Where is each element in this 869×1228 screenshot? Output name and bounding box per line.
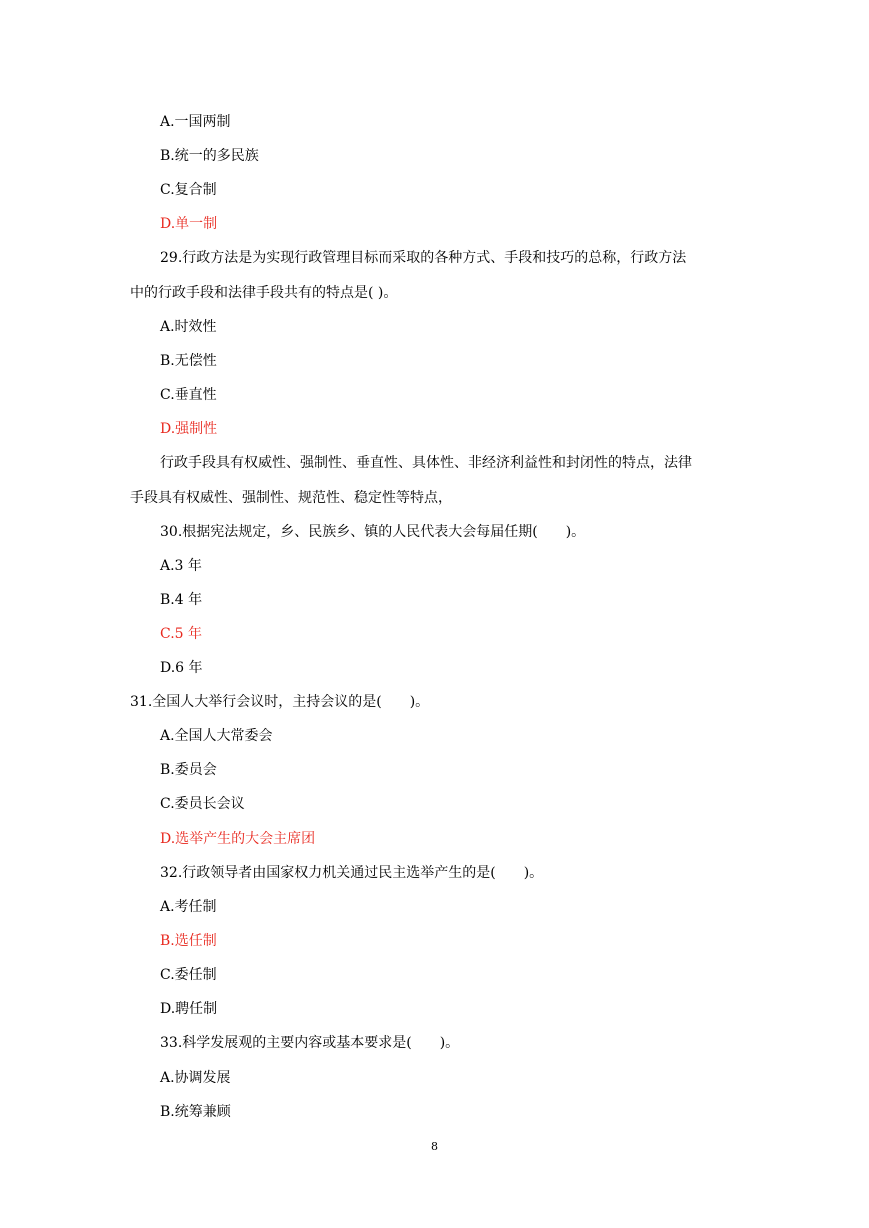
q30-option-c-answer: C.5 年 <box>160 626 203 642</box>
q28-option-a: A.一国两制 <box>160 114 231 130</box>
q29-stem-line1: 29.行政方法是为实现行政管理目标而采取的各种方式、手段和技巧的总称，行政方法 <box>160 250 687 266</box>
q30-stem: 30.根据宪法规定，乡、民族乡、镇的人民代表大会每届任期( )。 <box>160 524 586 540</box>
q29-option-c: C.垂直性 <box>160 387 217 403</box>
q31-option-b: B.委员会 <box>160 762 217 778</box>
q28-option-b: B.统一的多民族 <box>160 148 259 164</box>
q29-option-d-answer: D.强制性 <box>160 421 218 437</box>
q28-option-c: C.复合制 <box>160 182 217 198</box>
q31-option-c: C.委员长会议 <box>160 796 245 812</box>
q31-option-a: A.全国人大常委会 <box>160 728 273 744</box>
q30-option-d: D.6 年 <box>160 660 203 676</box>
q29-explanation-line1: 行政手段具有权威性、强制性、垂直性、具体性、非经济利益性和封闭性的特点，法律 <box>160 455 692 471</box>
page-number: 8 <box>431 1140 438 1153</box>
q30-option-b: B.4 年 <box>160 592 203 608</box>
q29-stem-line2: 中的行政手段和法律手段共有的特点是( )。 <box>130 285 398 301</box>
q33-option-a: A.协调发展 <box>160 1070 231 1086</box>
q30-option-a: A.3 年 <box>160 558 202 574</box>
q31-option-d-answer: D.选举产生的大会主席团 <box>160 831 316 847</box>
q29-option-b: B.无偿性 <box>160 353 217 369</box>
q31-stem: 31.全国人大举行会议时，主持会议的是( )。 <box>130 694 430 710</box>
q29-explanation-line2: 手段具有权威性、强制性、规范性、稳定性等特点， <box>130 490 452 506</box>
q32-option-d: D.聘任制 <box>160 1001 218 1017</box>
q32-option-b-answer: B.选任制 <box>160 933 217 949</box>
q32-option-c: C.委任制 <box>160 967 217 983</box>
q32-option-a: A.考任制 <box>160 899 217 915</box>
q28-option-d-answer: D.单一制 <box>160 216 218 232</box>
q32-stem: 32.行政领导者由国家权力机关通过民主选举产生的是( )。 <box>160 865 544 881</box>
q33-option-b: B.统筹兼顾 <box>160 1104 231 1120</box>
q33-stem: 33.科学发展观的主要内容或基本要求是( )。 <box>160 1035 460 1051</box>
q29-option-a: A.时效性 <box>160 319 217 335</box>
